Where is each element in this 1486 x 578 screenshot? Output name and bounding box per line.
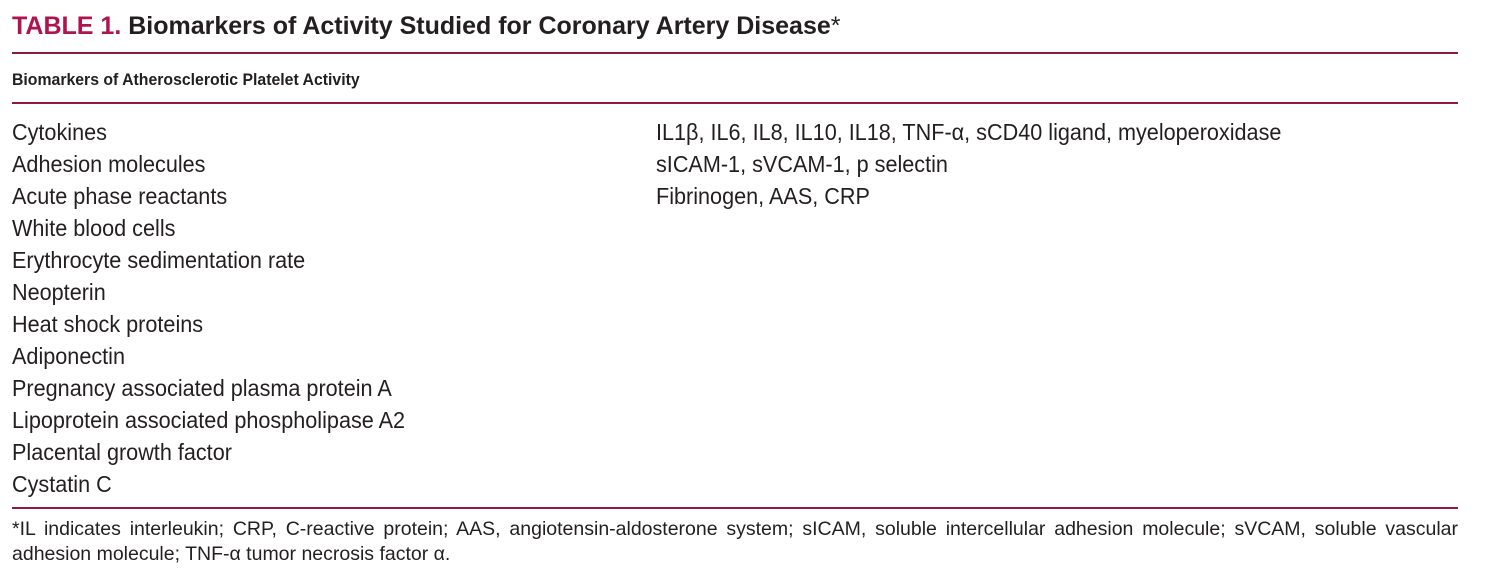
biomarker-row: Pregnancy associated plasma protein A: [12, 375, 392, 401]
title-footnote-mark: *: [830, 12, 841, 40]
table-label: TABLE 1.: [12, 12, 122, 40]
biomarker-examples-row: Fibrinogen, AAS, CRP: [656, 183, 870, 209]
biomarker-examples-row: IL1β, IL6, IL8, IL10, IL18, TNF-α, sCD40 ligand, myeloperoxidase: [656, 119, 1282, 145]
table-title: [12, 10, 840, 42]
table-footnote: *IL indicates interleukin; CRP, C-reactive protein; AAS, angiotensin-aldosterone system; sICAM, soluble intercellular adhesion molecule; sVCAM, soluble vascular adhesion molecule; TNF-α tumor necrosis factor α.: [12, 518, 1458, 565]
biomarker-row: Erythrocyte sedimentation rate: [12, 247, 306, 273]
biomarker-row: Placental growth factor: [12, 439, 232, 465]
biomarker-row: Heat shock proteins: [12, 311, 204, 337]
biomarker-row: Neopterin: [12, 279, 106, 305]
biomarker-row: Adhesion molecules: [12, 151, 206, 177]
top-rule: [12, 52, 1458, 54]
biomarker-row: Cystatin C: [12, 471, 112, 497]
biomarker-row: Cytokines: [12, 119, 107, 145]
biomarker-examples-list: [656, 116, 1321, 212]
biomarker-examples-row: sICAM-1, sVCAM-1, p selectin: [656, 151, 948, 177]
bottom-rule: [12, 507, 1458, 509]
section-heading: Biomarkers of Atherosclerotic Platelet Activity: [12, 70, 360, 89]
table-title-text: Biomarkers of Activity Studied for Coronary Artery Disease: [128, 12, 831, 40]
biomarker-row: Adiponectin: [12, 343, 125, 369]
biomarker-row: Acute phase reactants: [12, 183, 228, 209]
biomarker-row: Lipoprotein associated phospholipase A2: [12, 407, 406, 433]
biomarker-list: [12, 116, 430, 500]
biomarker-row: White blood cells: [12, 215, 176, 241]
heading-rule: [12, 102, 1458, 104]
